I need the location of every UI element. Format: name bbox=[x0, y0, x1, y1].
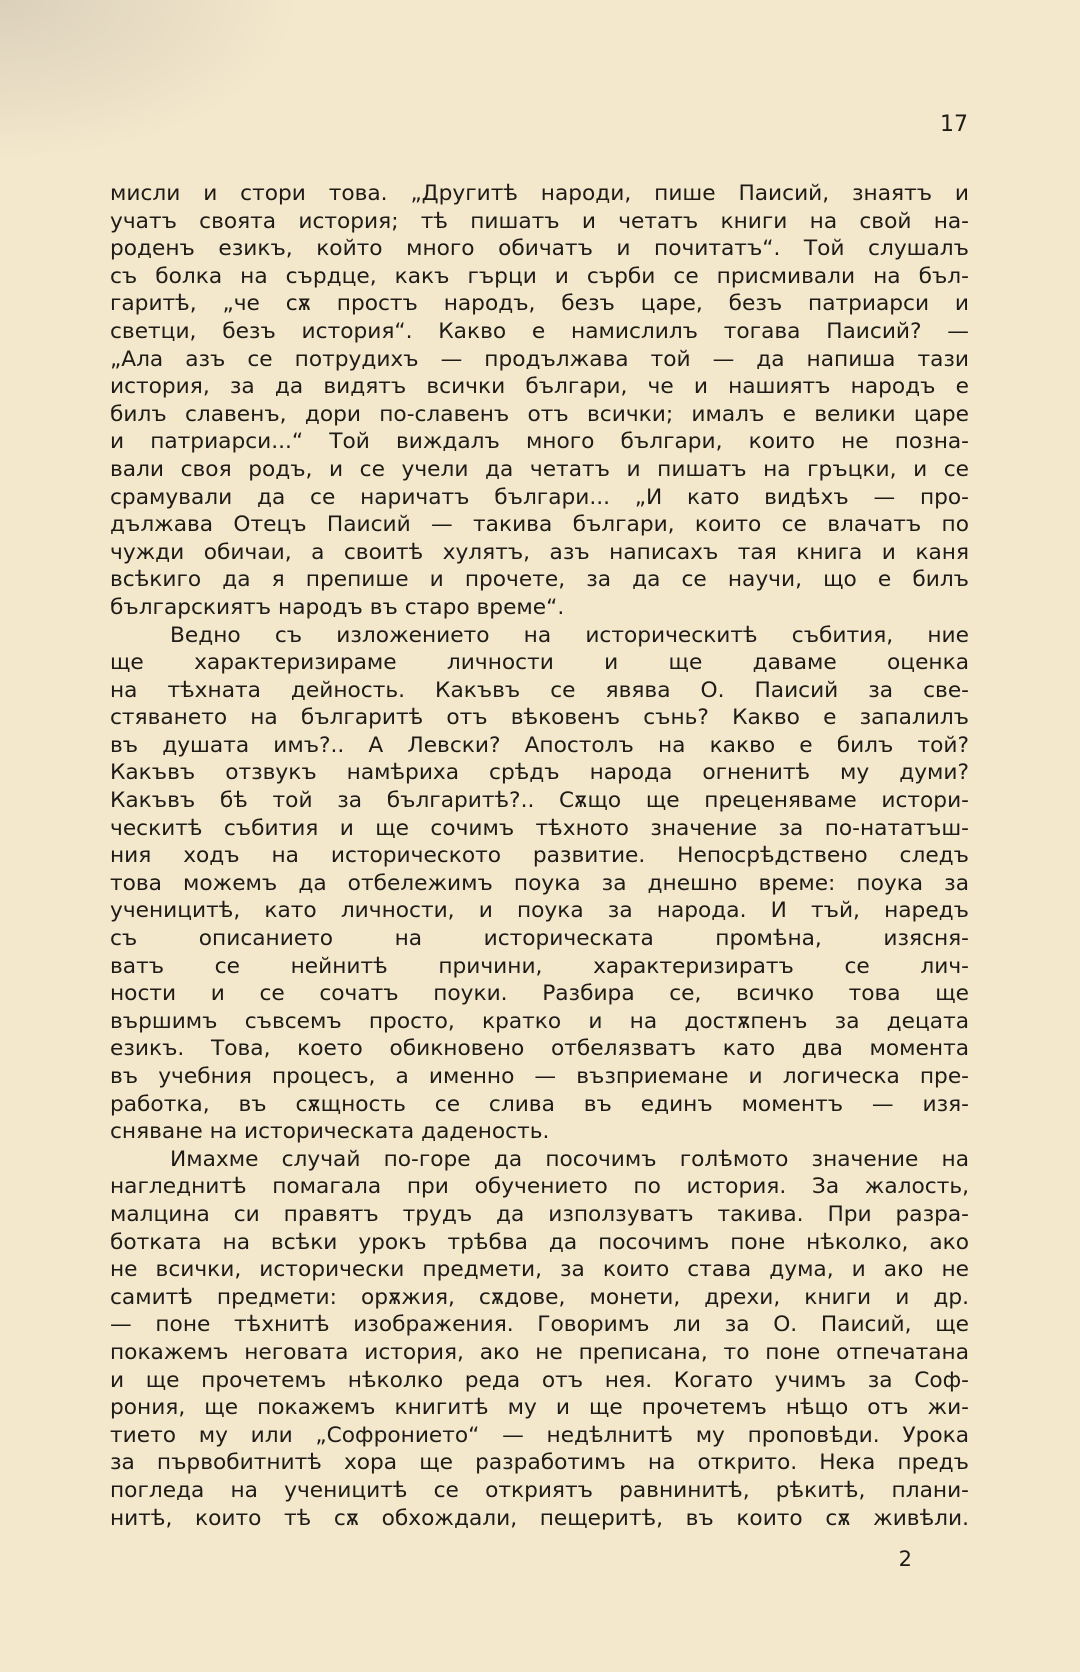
text-line: стяването на българитѣ отъ вѣковенъ сънь? Какво е запалилъ bbox=[110, 705, 969, 731]
text-line: на тѣхната дейность. Какъвъ се явява О. Паисий за све- bbox=[110, 677, 969, 703]
text-line: гаритѣ, „че сѫ простъ народъ, безъ царе, безъ патриарси и bbox=[110, 291, 969, 317]
text-line: покажемъ неговата история, ако не преписана, то поне отпечатана bbox=[110, 1339, 969, 1365]
text-line: ще характеризираме личности и ще даваме оценка bbox=[110, 650, 969, 676]
text-line: ученицитѣ, като личности, и поука за народа. И тъй, наредъ bbox=[110, 898, 969, 924]
text-line: и ще прочетемъ нѣколко реда отъ нея. Когато учимъ за Соф- bbox=[110, 1367, 969, 1393]
text-line: сняване на историческата даденость. bbox=[110, 1119, 550, 1145]
text-line: Имахме случай по-горе да посочимъ голѣмото значение на bbox=[170, 1146, 969, 1172]
text-line: работка, въ сѫщность се слива въ единъ моментъ — изя- bbox=[110, 1091, 969, 1117]
body-text bbox=[110, 180, 969, 1532]
text-line: дължава Отецъ Паисий — такива българи, които се влачатъ по bbox=[110, 512, 969, 538]
text-line: въ учебния процесъ, а именно — възприемане и логическа пре- bbox=[110, 1064, 969, 1089]
text-line: история, за да видятъ всички българи, че и нашиятъ народъ е bbox=[110, 374, 969, 400]
signature-mark: 2 bbox=[898, 1547, 912, 1571]
text-line: вали своя родъ, и се учели да четатъ и пишатъ на гръцки, и се bbox=[110, 456, 969, 482]
text-line: не всички, исторически предмети, за които става дума, и ако не bbox=[110, 1257, 969, 1283]
text-line: въ душата имъ?.. А Левски? Апостолъ на какво е билъ той? bbox=[110, 732, 969, 758]
text-line: ния ходъ на историческото развитие. Непосрѣдствено следъ bbox=[110, 843, 969, 869]
text-line: тието му или „Софрониeто“ — недѣлнитѣ му проповѣди. Урока bbox=[110, 1422, 969, 1448]
text-line: — поне тѣхнитѣ изображения. Говоримъ ли за О. Паисий, ще bbox=[110, 1312, 969, 1338]
text-line: рония, ще покажемъ книгитѣ му и ще прочетемъ нѣщо отъ жи- bbox=[110, 1395, 969, 1421]
text-line: всѣкиго да я препише и прочете, за да се научи, що е билъ bbox=[110, 567, 969, 593]
text-line: учатъ своята история; тѣ пишатъ и четатъ книги на свой на- bbox=[110, 208, 969, 234]
text-line: вършимъ съвсемъ просто, кратко и на достѫпенъ за децата bbox=[110, 1008, 969, 1034]
text-line: и патриарси...“ Той виждалъ много българи, които не позна- bbox=[110, 429, 969, 455]
text-line: ботката на всѣки урокъ трѣбва да посочимъ поне нѣколко, ако bbox=[110, 1229, 969, 1255]
text-line: роденъ езикъ, който много обичатъ и почитатъ“. Той слушалъ bbox=[110, 236, 969, 262]
text-line: „Ала азъ се потрудихъ — продължава той — да напиша тази bbox=[110, 346, 969, 372]
text-line: съ болка на сърдце, какъ гърци и сърби се присмивали на бъл- bbox=[110, 263, 969, 289]
text-line: мисли и стори това. „Другитѣ народи, пише Паисий, знаятъ и bbox=[110, 181, 969, 206]
text-line: Какъвъ отзвукъ намѣриха срѣдъ народа огненитѣ му думи? bbox=[110, 760, 969, 786]
text-line: ватъ се нейнитѣ причини, характеризиратъ се лич- bbox=[110, 953, 969, 979]
text-line: погледа на ученицитѣ се откриятъ равнинитѣ, рѣкитѣ, плани- bbox=[110, 1477, 969, 1503]
text-line: нитѣ, които тѣ сѫ обхождали, пещеритѣ, въ които сѫ живѣли. bbox=[110, 1505, 969, 1531]
text-line: малцина си правятъ трудъ да използуватъ такива. При разра- bbox=[110, 1201, 969, 1227]
text-line: ческитѣ събития и ще сочимъ тѣхното значение за по-нататъш- bbox=[110, 815, 969, 841]
text-line: Какъвъ бѣ той за българитѣ?.. Сѫщо ще преценяваме истори- bbox=[110, 788, 969, 814]
text-line: българскиятъ народъ въ старо време“. bbox=[110, 594, 565, 620]
text-line: съ описанието на историческата промѣна, изясня- bbox=[110, 926, 969, 952]
text-line: срамували да се наричатъ българи... „И като видѣхъ — про- bbox=[110, 484, 969, 510]
text-line: Ведно съ изложението на историческитѣ събития, ние bbox=[170, 622, 969, 648]
text-line: за първобитнитѣ хора ще разработимъ на открито. Нека предъ bbox=[110, 1450, 969, 1476]
text-line: чужди обичаи, а своитѣ хулятъ, азъ написахъ тая книга и каня bbox=[110, 539, 969, 565]
text-line: ности и се сочатъ поуки. Разбира се, всичко това ще bbox=[110, 981, 969, 1007]
text-line: езикъ. Това, което обикновено отбелязватъ като два момента bbox=[110, 1036, 969, 1062]
text-line: нагледнитѣ помагала при обучението по история. За жалость, bbox=[110, 1174, 969, 1200]
text-line: това можемъ да отбележимъ поука за днешно време: поука за bbox=[110, 870, 969, 896]
page-number: 17 bbox=[940, 112, 968, 137]
text-line: билъ славенъ, дори по-славенъ отъ всички; ималъ е велики царе bbox=[110, 401, 969, 427]
text-line: самитѣ предмети: орѫжия, сѫдове, монети, дрехи, книги и др. bbox=[110, 1284, 969, 1310]
text-line: светци, безъ история“. Какво е намислилъ тогава Паисий? — bbox=[110, 318, 969, 344]
